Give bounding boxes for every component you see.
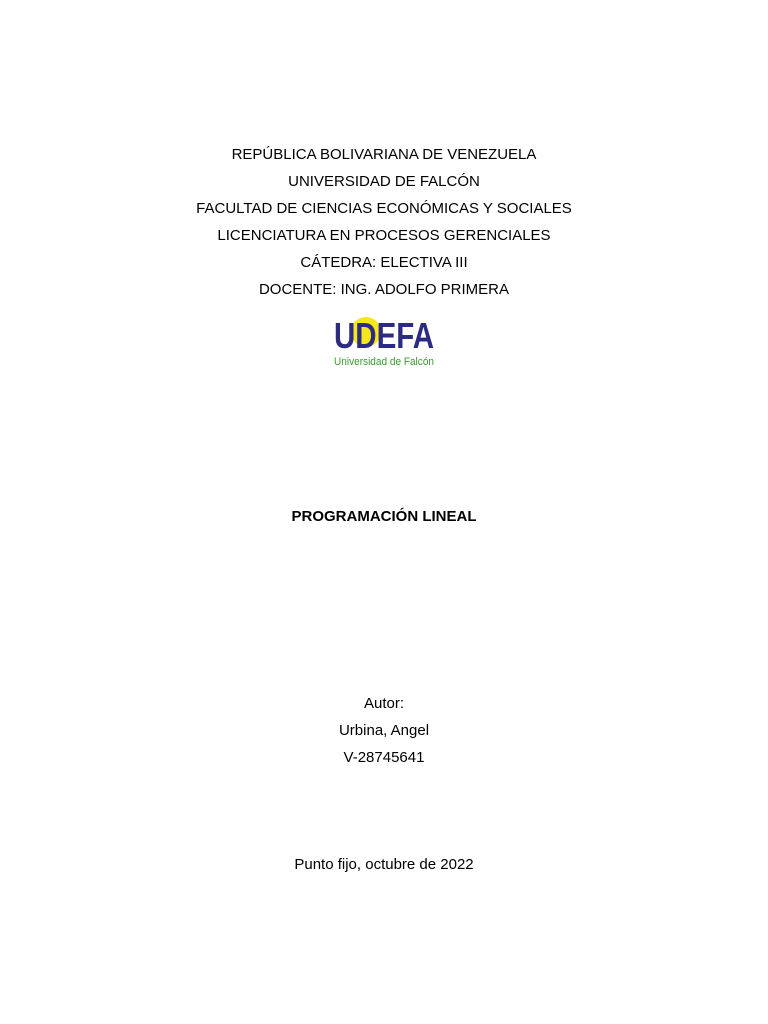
header-line-country: REPÚBLICA BOLIVARIANA DE VENEZUELA xyxy=(231,146,537,163)
place-date: Punto fijo, octubre de 2022 xyxy=(294,856,474,873)
logo-tagline: Universidad de Falcón xyxy=(334,356,434,368)
udefa-logo xyxy=(322,308,446,370)
logo-wordmark: UDEFA xyxy=(334,315,434,356)
header-line-course: CÁTEDRA: ELECTIVA III xyxy=(300,254,468,271)
author-label: Autor: xyxy=(363,695,405,712)
header-line-faculty: FACULTAD DE CIENCIAS ECONÓMICAS Y SOCIALES xyxy=(196,200,572,217)
author-name: Urbina, Angel xyxy=(338,722,430,739)
header-line-teacher: DOCENTE: ING. ADOLFO PRIMERA xyxy=(258,281,510,298)
author-id: V-28745641 xyxy=(343,749,425,766)
header-line-degree: LICENCIATURA EN PROCESOS GERENCIALES xyxy=(217,227,551,244)
header-line-university: UNIVERSIDAD DE FALCÓN xyxy=(288,173,480,190)
document-title: PROGRAMACIÓN LINEAL xyxy=(291,508,477,525)
